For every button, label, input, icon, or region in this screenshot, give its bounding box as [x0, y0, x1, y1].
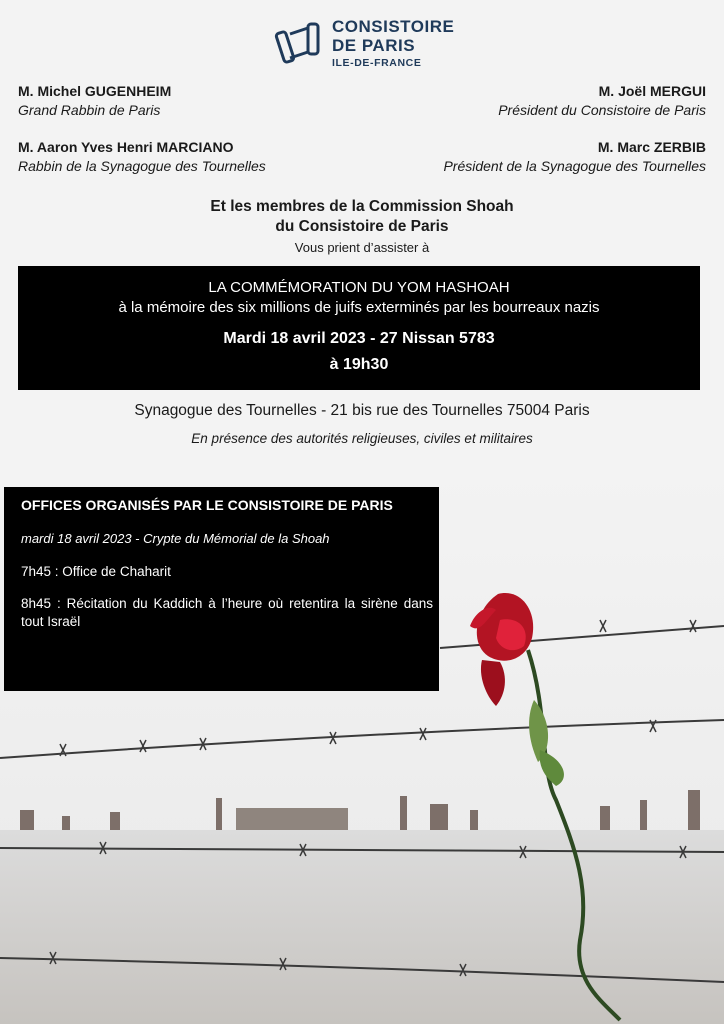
person-role: Grand Rabbin de Paris	[18, 102, 161, 118]
offices-date: mardi 18 avril 2023 - Crypte du Mémorial de la Shoah	[21, 531, 330, 546]
person-role: Rabbin de la Synagogue des Tournelles	[18, 158, 266, 174]
event-title: LA COMMÉMORATION DU YOM HASHOAH	[208, 279, 510, 296]
event-banner	[18, 266, 700, 390]
offices-box	[4, 487, 439, 691]
event-date: Mardi 18 avril 2023 - 27 Nissan 5783	[223, 330, 495, 347]
invitation-text: Vous prient d’assister à	[294, 240, 430, 255]
person-role: Président de la Synagogue des Tournelles	[443, 158, 706, 174]
person-marciano	[18, 138, 266, 176]
logo-line-2: DE PARIS	[332, 36, 416, 55]
offices-title: OFFICES ORGANISÉS PAR LE CONSISTOIRE DE PARIS	[21, 497, 393, 513]
person-role: Président du Consistoire de Paris	[498, 102, 706, 118]
members-line-1: Et les membres de la Commission Shoah	[210, 198, 514, 215]
logo-line-3: ILE-DE-FRANCE	[332, 57, 422, 69]
person-zerbib	[443, 138, 706, 176]
person-name: M. Michel GUGENHEIM	[18, 83, 172, 99]
members-line-2: du Consistoire de Paris	[275, 218, 449, 235]
person-name: M. Joël MERGUI	[598, 83, 706, 99]
office-chaharit: 7h45 : Office de Chaharit	[21, 564, 171, 579]
logo-line-1: CONSISTOIRE	[332, 17, 455, 36]
presence-note: En présence des autorités religieuses, civiles et militaires	[191, 431, 533, 446]
office-kaddich: 8h45 : Récitation du Kaddich à l’heure où retentira la sirène dans tout Israël	[21, 596, 433, 629]
snowy-field	[0, 830, 724, 1024]
venue-address: Synagogue des Tournelles - 21 bis rue des Tournelles 75004 Paris	[134, 402, 590, 419]
torah-scroll-icon	[274, 18, 326, 68]
person-name: M. Marc ZERBIB	[597, 139, 706, 155]
person-mergui	[498, 82, 706, 120]
event-time: à 19h30	[329, 356, 389, 373]
event-subtitle: à la mémoire des six millions de juifs exterminés par les bourreaux nazis	[118, 299, 600, 316]
person-name: M. Aaron Yves Henri MARCIANO	[18, 139, 234, 155]
person-gugenheim	[18, 82, 171, 120]
consistoire-logo	[274, 18, 454, 69]
commission-members	[0, 197, 724, 237]
